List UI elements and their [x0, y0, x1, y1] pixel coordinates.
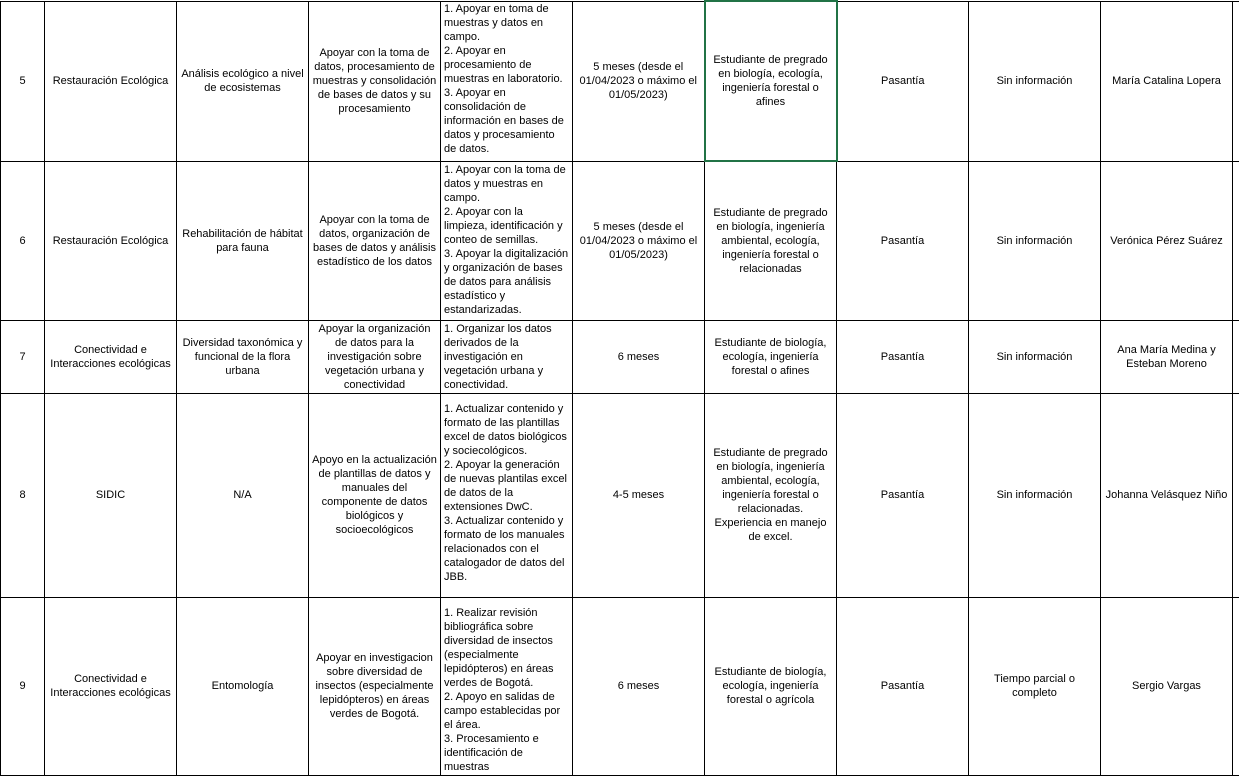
cell-empty[interactable]	[1233, 393, 1239, 597]
cell-project[interactable]: Entomología	[177, 597, 309, 775]
activity-item: 1. Apoyar en toma de muestras y datos en campo.	[444, 2, 569, 44]
cell-line[interactable]: Restauración Ecológica	[45, 1, 177, 161]
activity-item: 3. Apoyar la digitalización y organización de bases de datos para análisis estadístico y estandarizadas.	[444, 247, 569, 317]
cell-number[interactable]: 5	[1, 1, 45, 161]
cell-empty[interactable]	[1233, 597, 1239, 775]
cell-activities[interactable]	[441, 320, 573, 393]
cell-project[interactable]: N/A	[177, 393, 309, 597]
cell-tutor[interactable]: María Catalina Lopera	[1101, 1, 1233, 161]
activity-item: 1. Actualizar contenido y formato de las plantillas excel de datos biológicos y sociecológicos.	[444, 402, 569, 458]
cell-modality[interactable]: Pasantía	[837, 320, 969, 393]
cell-dedication[interactable]: Sin información	[969, 320, 1101, 393]
cell-number[interactable]: 9	[1, 597, 45, 775]
cell-objective[interactable]: Apoyar la organización de datos para la investigación sobre vegetación urbana y conectividad	[309, 320, 441, 393]
table-row	[1, 1, 1239, 161]
cell-tutor[interactable]: Ana María Medina y Esteban Moreno	[1101, 320, 1233, 393]
cell-project[interactable]: Diversidad taxonómica y funcional de la flora urbana	[177, 320, 309, 393]
cell-objective[interactable]: Apoyar con la toma de datos, organización de bases de datos y análisis estadístico de los datos	[309, 161, 441, 320]
cell-duration[interactable]: 5 meses (desde el 01/04/2023 o máximo el 01/05/2023)	[573, 161, 705, 320]
cell-modality[interactable]: Pasantía	[837, 597, 969, 775]
activity-item: 2. Apoyo en salidas de campo establecidas por el área.	[444, 690, 569, 732]
cell-duration[interactable]: 4-5 meses	[573, 393, 705, 597]
cell-objective[interactable]: Apoyo en la actualización de plantillas de datos y manuales del componente de datos biológicos y socioecológicos	[309, 393, 441, 597]
cell-objective[interactable]: Apoyar en investigacion sobre diversidad de insectos (especialmente lepidópteros) en áreas verdes de Bogotá.	[309, 597, 441, 775]
cell-modality[interactable]: Pasantía	[837, 393, 969, 597]
activity-item: 3. Actualizar contenido y formato de los manuales relacionados con el catalogador de datos del JBB.	[444, 514, 569, 584]
cell-line[interactable]: Conectividad e Interacciones ecológicas	[45, 597, 177, 775]
activity-item: 3. Procesamiento e identificación de muestras	[444, 732, 569, 774]
cell-activities[interactable]	[441, 161, 573, 320]
cell-dedication[interactable]: Sin información	[969, 393, 1101, 597]
activity-item: 2. Apoyar con la limpieza, identificación y conteo de semillas.	[444, 205, 569, 247]
cell-tutor[interactable]: Johanna Velásquez Niño	[1101, 393, 1233, 597]
cell-tutor[interactable]: Verónica Pérez Suárez	[1101, 161, 1233, 320]
activity-item: 1. Realizar revisión bibliográfica sobre diversidad de insectos (especialmente lepidópteros) en áreas verdes de Bogotá.	[444, 606, 569, 690]
cell-tutor[interactable]: Sergio Vargas	[1101, 597, 1233, 775]
cell-profile[interactable]: Estudiante de pregrado en biología, ingeniería ambiental, ecología, ingeniería forestal o relacionadas. Experiencia en manejo de excel.	[705, 393, 837, 597]
cell-activities[interactable]	[441, 393, 573, 597]
cell-objective[interactable]: Apoyar con la toma de datos, procesamiento de muestras y consolidación de bases de datos y su procesamiento	[309, 1, 441, 161]
cell-profile-selected[interactable]: Estudiante de pregrado en biología, ecología, ingeniería forestal o afines	[705, 1, 837, 161]
activity-item: 2. Apoyar en procesamiento de muestras en laboratorio.	[444, 44, 569, 86]
cell-profile[interactable]: Estudiante de biología, ecología, ingeniería forestal o afines	[705, 320, 837, 393]
cell-profile[interactable]: Estudiante de biología, ecología, ingeniería forestal o agrícola	[705, 597, 837, 775]
cell-modality[interactable]: Pasantía	[837, 1, 969, 161]
cell-line[interactable]: Conectividad e Interacciones ecológicas	[45, 320, 177, 393]
cell-profile[interactable]: Estudiante de pregrado en biología, ingeniería ambiental, ecología, ingeniería forestal o relacionadas	[705, 161, 837, 320]
cell-duration[interactable]: 6 meses	[573, 320, 705, 393]
cell-project[interactable]: Rehabilitación de hábitat para fauna	[177, 161, 309, 320]
cell-line[interactable]: Restauración Ecológica	[45, 161, 177, 320]
cell-duration[interactable]: 5 meses (desde el 01/04/2023 o máximo el 01/05/2023)	[573, 1, 705, 161]
table-row	[1, 393, 1239, 597]
activity-item: 1. Apoyar con la toma de datos y muestras en campo.	[444, 163, 569, 205]
activity-item: 3. Apoyar en consolidación de información en bases de datos y procesamiento de datos.	[444, 86, 569, 156]
cell-dedication[interactable]: Sin información	[969, 1, 1101, 161]
cell-project[interactable]: Análisis ecológico a nivel de ecosistemas	[177, 1, 309, 161]
table-row	[1, 161, 1239, 320]
table-row	[1, 597, 1239, 775]
table-row	[1, 320, 1239, 393]
cell-line[interactable]: SIDIC	[45, 393, 177, 597]
cell-dedication[interactable]: Tiempo parcial o completo	[969, 597, 1101, 775]
cell-modality[interactable]: Pasantía	[837, 161, 969, 320]
cell-activities[interactable]	[441, 1, 573, 161]
cell-activities[interactable]	[441, 597, 573, 775]
cell-empty[interactable]	[1233, 1, 1239, 161]
activity-item: 1. Organizar los datos derivados de la investigación en vegetación urbana y conectividad.	[444, 322, 569, 392]
cell-dedication[interactable]: Sin información	[969, 161, 1101, 320]
cell-number[interactable]: 6	[1, 161, 45, 320]
cell-empty[interactable]	[1233, 161, 1239, 320]
cell-duration[interactable]: 6 meses	[573, 597, 705, 775]
activity-item: 2. Apoyar la generación de nuevas plantilas excel de datos de la extensiones DwC.	[444, 458, 569, 514]
cell-number[interactable]: 8	[1, 393, 45, 597]
cell-empty[interactable]	[1233, 320, 1239, 393]
cell-number[interactable]: 7	[1, 320, 45, 393]
